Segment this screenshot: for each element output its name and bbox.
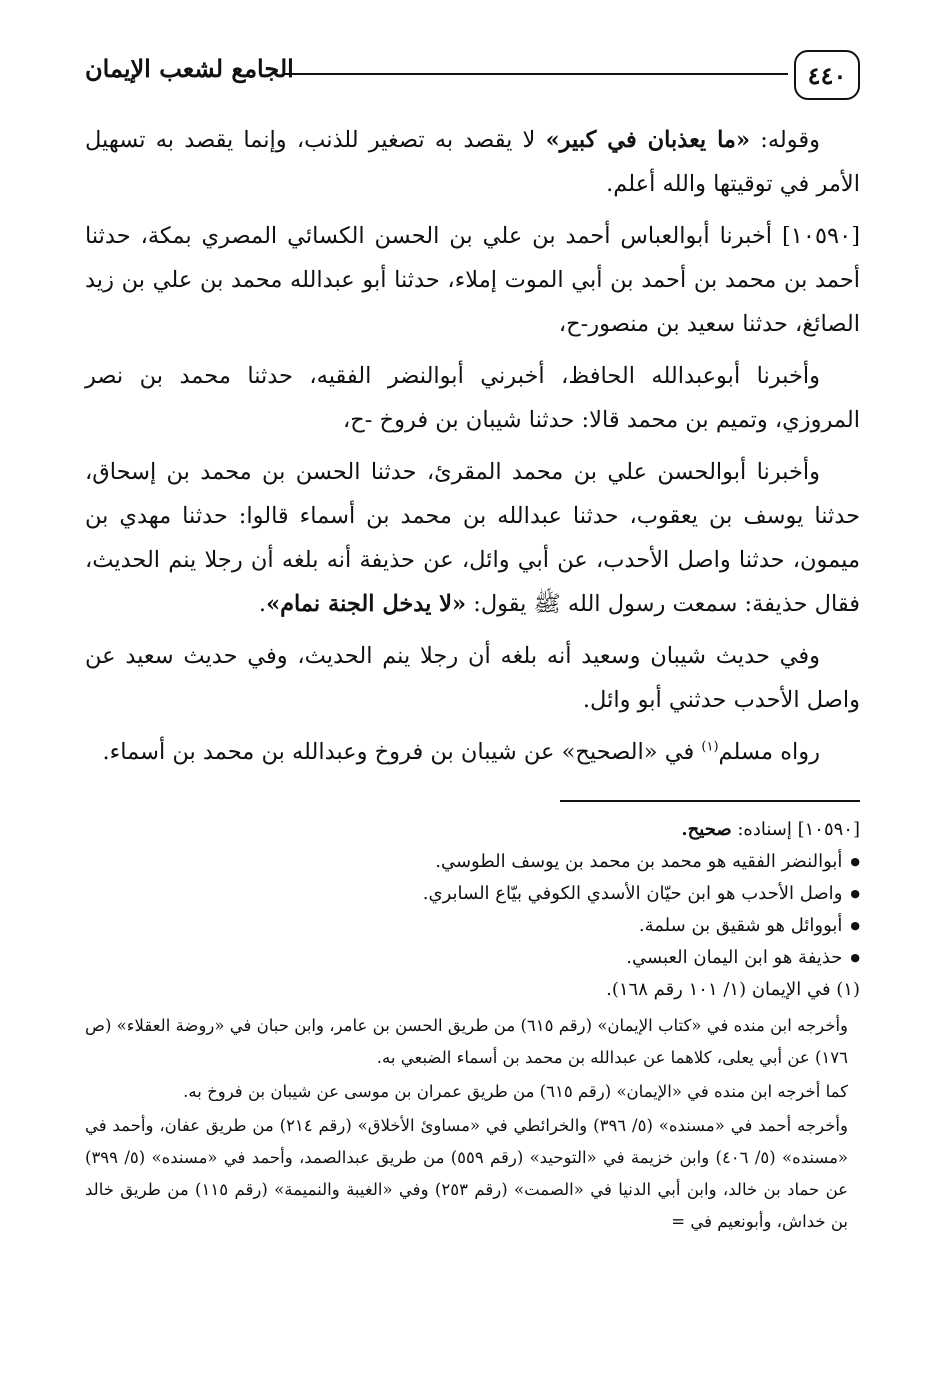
- hadith-quote: «لا يدخل الجنة نمام»: [266, 591, 467, 617]
- text-span: رواه مسلم: [718, 739, 820, 765]
- hadith-quote: «ما يعذبان في كبير»: [545, 127, 751, 153]
- narrator-list: [85, 846, 860, 974]
- paragraph-1: [85, 118, 860, 206]
- footnote-ref: (١): [701, 739, 719, 755]
- footnotes: [85, 814, 860, 1238]
- takhrij-paragraph: وأخرجه أحمد في «مسنده» (٥/ ٣٩٦) والخرائطي في «مساوئ الأخلاق» (رقم ٢١٤) من طريق عفان، وأحمد في «مسنده» (٥/ ٤٠٦) وابن خزيمة في «التوحيد» (رقم ٥٥٩) من طريق عبدالصمد، وأحمد في «مسنده» (٥/ ٣٩٩) عن حماد بن خالد، وابن أبي الدنيا في «الصمت» (رقم ٢٥٣) وفي «الغيبة والنميمة» (رقم ١١٥) من طريق خالد بن خداش، وأبونعيم في =: [85, 1116, 849, 1231]
- book-page: [85, 40, 860, 1240]
- text-span: في «الصحيح» عن شيبان بن فروخ وعبدالله بن محمد بن أسماء.: [102, 739, 702, 765]
- running-title: الجامع لشعب الإيمان: [85, 54, 294, 83]
- text-span: وقوله:: [750, 127, 820, 153]
- list-item: ● أبوالنضر الفقيه هو محمد بن محمد بن يوسف الطوسي.: [85, 846, 860, 878]
- paragraph-3: وأخبرنا أبوعبدالله الحافظ، أخبرني أبوالنضر الفقيه، حدثنا محمد بن نصر المروزي، وتميم بن محمد قالا: حدثنا شيبان بن فروخ -ح،: [85, 363, 860, 433]
- page-number: ٤٤٠: [794, 50, 860, 100]
- footnote-heading: [85, 814, 860, 846]
- paragraph-6: [85, 730, 860, 774]
- takhrij-paragraph: كما أخرجه ابن منده في «الإيمان» (رقم ٦١٥) من طريق عمران بن موسى عن شيبان بن فروخ به.: [183, 1082, 848, 1101]
- main-text: [85, 118, 860, 774]
- paragraph-4: [85, 450, 860, 626]
- text-span: .: [258, 591, 267, 617]
- footnote-rule: [560, 800, 860, 802]
- header-rule: [285, 73, 788, 75]
- grading: صحيح.: [681, 819, 732, 840]
- page-header: [85, 40, 860, 110]
- list-item: ● حذيفة هو ابن اليمان العبسي.: [85, 942, 860, 974]
- list-item: ● أبووائل هو شقيق بن سلمة.: [85, 910, 860, 942]
- text-span: وأخبرنا أبوالحسن علي بن محمد المقرئ، حدثنا الحسن بن محمد بن إسحاق، حدثنا يوسف بن يعقوب، حدثنا عبدالله بن محمد بن أسماء قالوا: حدثنا مهدي بن ميمون، حدثنا واصل الأحدب، عن أبي وائل، عن حذيفة أنه بلغه أن رجلا ينم الحديث، فقال حذيفة: سمعت رسول الله ﷺ يقول:: [85, 459, 860, 617]
- takhrij-paragraph: وأخرجه ابن منده في «كتاب الإيمان» (رقم ٦١٥) من طريق الحسن بن عامر، وابن حبان في «روضة العقلاء» (ص ١٧٦) عن أبي يعلى، كلاهما عن عبدالله بن محمد بن أسماء الضبعي به.: [85, 1016, 848, 1067]
- text-span: لا يقصد به تصغير للذنب، وإنما يقصد به تسهيل الأمر في توقيتها والله أعلم.: [85, 127, 860, 197]
- list-item: ● واصل الأحدب هو ابن حيّان الأسدي الكوفي بيّاع السابري.: [85, 878, 860, 910]
- footnote-1: (١) في الإيمان (١/ ١٠١ رقم ١٦٨).: [606, 979, 860, 1000]
- paragraph-5: وفي حديث شيبان وسعيد أنه بلغه أن رجلا ينم الحديث، وفي حديث سعيد عن واصل الأحدب حدثني أبو وائل.: [85, 643, 860, 713]
- text-span: [١٠٥٩٠] إسناده:: [731, 819, 860, 840]
- paragraph-2: [١٠٥٩٠] أخبرنا أبوالعباس أحمد بن علي بن الحسن الكسائي المصري بمكة، حدثنا أحمد بن محمد بن أحمد بن أبي الموت إملاء، حدثنا أبو عبدالله محمد بن علي بن زيد الصائغ، حدثنا سعيد بن منصور-ح،: [85, 223, 860, 337]
